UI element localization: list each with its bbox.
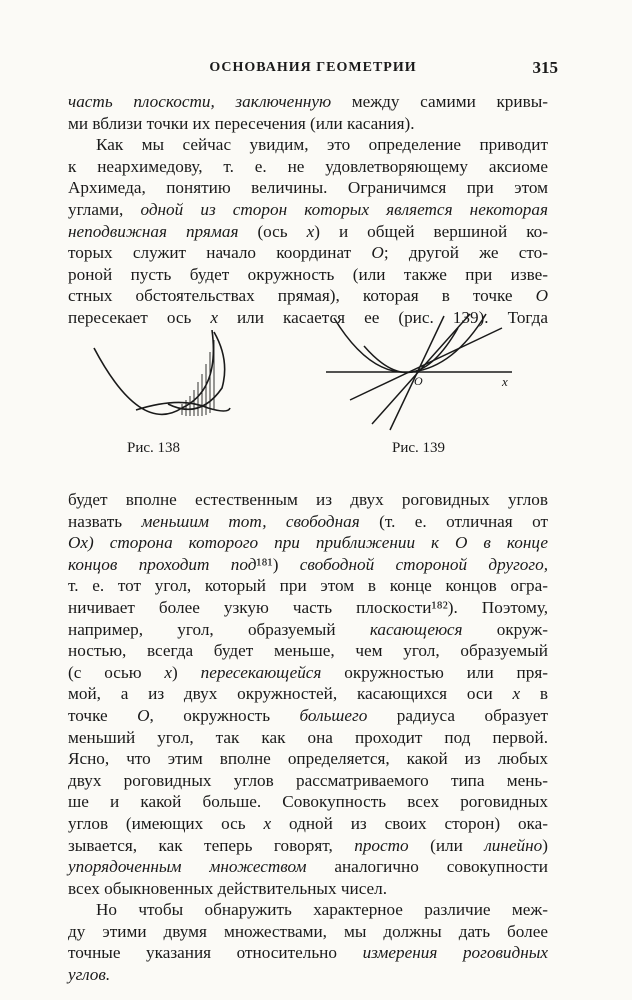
text-run: будет вполне естественным из двух роговидных углов: [68, 490, 548, 509]
running-title: ОСНОВАНИЯ ГЕОМЕТРИИ: [209, 60, 417, 75]
text-line: [68, 835, 548, 857]
text-run: в: [520, 684, 548, 704]
text-run: x: [263, 813, 272, 833]
text-line: [68, 942, 548, 964]
fig139-origin-label: O: [414, 374, 423, 388]
text-run: Как мы сейчас увидим, это определение приводит: [96, 135, 548, 155]
text-run: (ось: [238, 221, 307, 241]
text-run: мой, а из двух окружностей, касающихся оси: [68, 684, 513, 704]
text-run: большего: [299, 705, 368, 725]
text-run: касающеюся: [369, 619, 463, 639]
text-run: одной из сторон которых является некоторая: [140, 199, 548, 219]
text-run: назвать: [68, 511, 142, 531]
text-run: точке: [68, 705, 138, 725]
text-run: углами,: [68, 199, 141, 219]
text-line: [68, 727, 548, 749]
text-line: [68, 156, 548, 178]
text-run: одной из своих сторон) ока-: [271, 813, 549, 833]
text-line: [68, 921, 548, 943]
text-run: O: [371, 243, 384, 263]
text-run: ): [172, 662, 201, 682]
text-run: (т. е. отличная от: [359, 511, 548, 531]
text-line: [68, 113, 548, 135]
text-run: зывается, как теперь говорят,: [68, 835, 355, 855]
text-run: линейно: [484, 835, 543, 855]
text-run: торых служит начало координат: [68, 243, 372, 263]
text-run: всех обыкновенных действительных чисел.: [68, 878, 388, 898]
figure-138: [90, 330, 250, 440]
text-block-top: [68, 91, 548, 329]
text-block-bottom: [68, 489, 548, 986]
text-line: [68, 264, 548, 286]
text-run: ): [542, 835, 549, 855]
text-run: ) и общей вершиной ко-: [314, 221, 548, 241]
text-run: x: [210, 307, 218, 327]
text-line: [68, 683, 548, 705]
text-run: пересекает ось: [68, 307, 211, 327]
text-run: окруж-: [462, 619, 548, 639]
text-run: углов (имеющих ось: [68, 813, 264, 833]
text-run: (или: [408, 835, 485, 855]
text-run: окружностью или пря-: [321, 662, 548, 682]
text-run: часть плоскости, заключенную: [68, 92, 332, 111]
text-line: [68, 221, 548, 243]
text-line: [68, 511, 548, 533]
text-line: [68, 532, 548, 554]
text-run: т. е. тот угол, который при этом в конце концов огра-: [68, 576, 548, 596]
text-line: [68, 242, 548, 264]
text-run: свободной стороной другого,: [299, 554, 548, 574]
text-run: упорядоченным множеством: [68, 857, 307, 877]
text-run: ; другой же сто-: [383, 243, 548, 263]
text-line: [68, 899, 548, 921]
fig139-secant-line-2: [390, 316, 444, 430]
page-header: [68, 60, 558, 84]
text-run: Архимеда, понятию величины. Ограничимся при этом: [68, 178, 548, 198]
text-line: [68, 964, 548, 986]
text-line: [68, 813, 548, 835]
text-line: [68, 662, 548, 684]
text-run: (с осью: [68, 662, 165, 682]
text-line: [68, 177, 548, 199]
text-run: Ox) сторона которого при приближении к O в конце: [68, 533, 548, 553]
fig139-axis-label: x: [502, 374, 508, 389]
text-line: [68, 91, 548, 113]
text-run: роной пусть будет окружность (или также при изве-: [68, 264, 548, 284]
text-run: Ясно, что этим вполне определяется, какой из любых: [68, 749, 548, 769]
text-run: ностью, всегда будет меньше, чем угол, образуемый: [68, 641, 548, 661]
text-line: [68, 878, 548, 900]
text-run: ду этими двумя множествами, мы должны дать более: [68, 921, 548, 941]
text-run: просто: [354, 835, 409, 855]
figure-139: [320, 312, 525, 437]
text-line: [68, 856, 548, 878]
text-run: двух роговидных углов рассматриваемого типа мень-: [68, 770, 548, 790]
text-line: [68, 770, 548, 792]
text-run: меньшим тот, свободная: [141, 511, 360, 531]
text-run: неподвижная прямая: [68, 221, 239, 241]
text-line: [68, 748, 548, 770]
text-run: ничивает более узкую часть плоскости¹⁸²). Поэтому,: [68, 597, 548, 617]
text-run: стных обстоятельствах прямая), которая в точке: [68, 286, 536, 306]
text-line: [68, 554, 548, 576]
text-run: Но чтобы обнаружить характерное различие меж-: [96, 900, 548, 920]
text-run: например, угол, образуемый: [68, 619, 370, 639]
text-run: O: [535, 286, 548, 306]
text-line: [68, 575, 548, 597]
text-line: [68, 489, 548, 511]
figure-139-caption: Рис. 139: [392, 440, 446, 456]
text-run: ми вблизи точки их пересечения (или касания).: [68, 113, 415, 133]
text-run: ¹⁸¹): [256, 554, 300, 574]
text-run: концов проходит под: [68, 554, 257, 574]
text-line: [68, 640, 548, 662]
fig139-secant-line-3: [350, 328, 502, 400]
text-run: пересекающейся: [200, 662, 322, 682]
figure-138-caption: Рис. 138: [127, 440, 181, 456]
text-run: между самими кривы-: [331, 92, 548, 111]
text-run: x: [512, 684, 521, 704]
text-run: или касается ее (рис. 139). Тогда: [217, 307, 548, 327]
text-run: меньший угол, так как она проходит под первой.: [68, 727, 548, 747]
text-run: , окружность: [149, 705, 300, 725]
text-run: x: [306, 221, 315, 241]
page-number: 315: [532, 58, 558, 77]
text-run: O: [137, 705, 150, 725]
text-line: [68, 705, 548, 727]
text-line: [68, 199, 548, 221]
text-line: [68, 285, 548, 307]
text-line: [68, 597, 548, 619]
text-run: x: [164, 662, 173, 682]
text-run: измерения роговидных: [362, 943, 548, 963]
text-run: точные указания относительно: [68, 943, 363, 963]
text-run: ше и какой больше. Совокупность всех роговидных: [68, 792, 548, 812]
text-line: [68, 134, 548, 156]
text-run: аналогично совокупности: [306, 857, 549, 877]
text-run: радиуса образует: [367, 705, 548, 725]
text-run: углов.: [68, 965, 111, 985]
fig138-circle-arc-left: [94, 330, 213, 414]
text-line: [68, 619, 548, 641]
text-run: к неархимедову, т. е. не удовлетворяющему аксиоме: [68, 156, 548, 176]
text-line: [68, 791, 548, 813]
